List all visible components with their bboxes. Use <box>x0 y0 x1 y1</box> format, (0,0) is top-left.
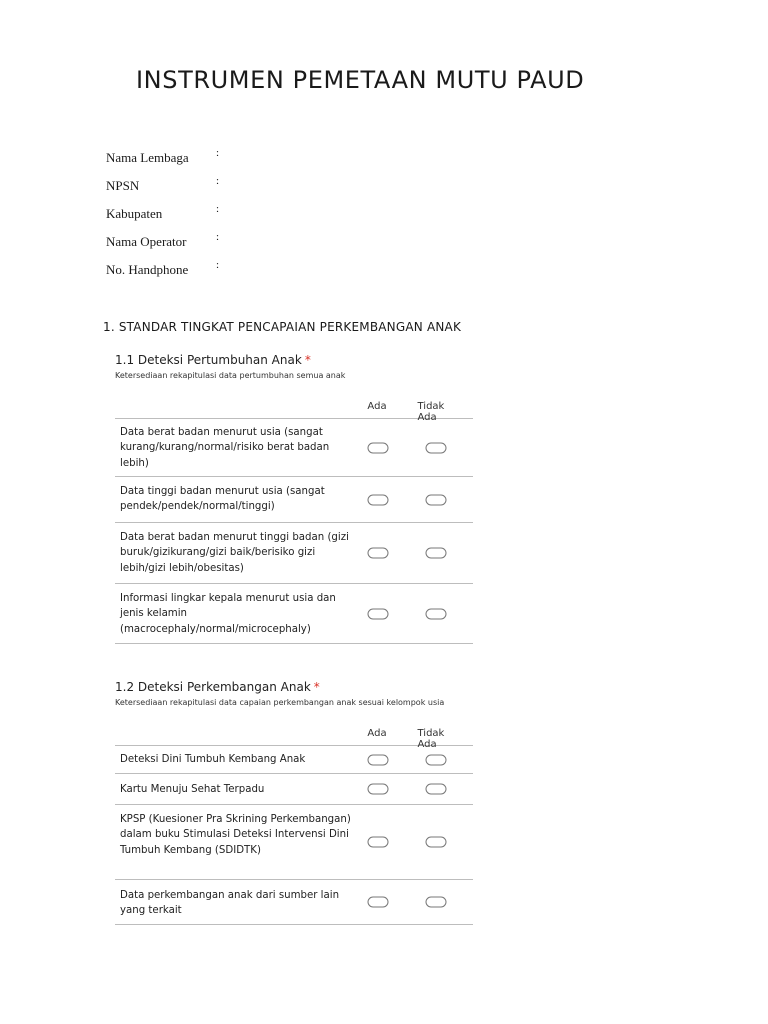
row-label: Informasi lingkar kepala menurut usia dan jenis kelamin (macrocephaly/normal/microcephaly) <box>120 593 336 635</box>
field-label: Kabupaten <box>106 206 163 221</box>
page-title: INSTRUMEN PEMETAAN MUTU PAUD <box>136 66 585 94</box>
section-title: 1. STANDAR TINGKAT PENCAPAIAN PERKEMBANGAN ANAK <box>103 320 462 334</box>
question-title-text: 1.2 Deteksi Perkembangan Anak <box>115 680 311 694</box>
row-label: Data berat badan menurut usia (sangat kurang/kurang/normal/risiko berat badan lebih) <box>120 427 330 469</box>
required-marker: * <box>304 353 311 367</box>
radio-ada[interactable] <box>368 442 389 453</box>
radio-ada[interactable] <box>368 754 389 765</box>
radio-tidak-ada[interactable] <box>426 442 447 453</box>
grid-row <box>115 523 473 584</box>
radio-ada[interactable] <box>368 837 389 848</box>
grid-row <box>115 477 473 523</box>
radio-tidak-ada[interactable] <box>426 548 447 559</box>
question-title <box>115 353 475 367</box>
row-label: Deteksi Dini Tumbuh Kembang Anak <box>120 754 306 765</box>
field-no-handphone <box>106 259 226 290</box>
radio-ada[interactable] <box>368 897 389 908</box>
identity-fields <box>106 147 226 290</box>
radio-tidak-ada[interactable] <box>426 784 447 795</box>
question-1-2 <box>115 680 475 707</box>
radio-tidak-ada[interactable] <box>426 608 447 619</box>
field-label: No. Handphone <box>106 262 189 277</box>
question-1-1 <box>115 353 475 380</box>
field-label: Nama Operator <box>106 234 187 249</box>
field-colon: : <box>216 203 220 215</box>
field-nama-lembaga <box>106 147 226 178</box>
radio-ada[interactable] <box>368 494 389 505</box>
column-header-tidak-ada: Tidak Ada <box>417 401 445 423</box>
grid-header <box>115 728 473 750</box>
row-label: Kartu Menuju Sehat Terpadu <box>120 784 265 795</box>
field-colon: : <box>216 231 220 243</box>
column-header-ada: Ada <box>367 401 387 412</box>
question-title-text: 1.1 Deteksi Pertumbuhan Anak <box>115 353 302 367</box>
grid-row <box>115 584 473 644</box>
question-description: Ketersediaan rekapitulasi data capaian perkembangan anak sesuai kelompok usia <box>115 698 445 707</box>
radio-tidak-ada[interactable] <box>426 897 447 908</box>
grid-row <box>115 774 473 805</box>
row-label: Data berat badan menurut tinggi badan (gizi buruk/gizikurang/gizi baik/berisiko gizi lebih/gizi lebih/obesitas) <box>120 532 349 574</box>
field-npsn <box>106 175 226 206</box>
radio-ada[interactable] <box>368 548 389 559</box>
row-label: KPSP (Kuesioner Pra Skrining Perkembangan) dalam buku Stimulasi Deteksi Intervensi Dini Tumbuh Kembang (SDIDTK) <box>120 814 351 856</box>
field-label: Nama Lembaga <box>106 150 189 165</box>
row-label: Data tinggi badan menurut usia (sangat pendek/pendek/normal/tinggi) <box>120 486 325 513</box>
radio-tidak-ada[interactable] <box>426 754 447 765</box>
radio-ada[interactable] <box>368 784 389 795</box>
field-kabupaten <box>106 203 226 234</box>
required-marker: * <box>313 680 320 694</box>
field-label: NPSN <box>106 178 140 193</box>
column-header-ada: Ada <box>367 728 387 739</box>
field-colon: : <box>216 147 220 159</box>
grid-row <box>115 746 473 774</box>
row-label: Data perkembangan anak dari sumber lain yang terkait <box>120 890 340 917</box>
grid-row <box>115 419 473 477</box>
question-title <box>115 680 475 694</box>
question-description: Ketersediaan rekapitulasi data pertumbuhan semua anak <box>115 371 346 380</box>
grid-header <box>115 401 473 423</box>
grid-row <box>115 805 473 880</box>
grid-1-2 <box>115 728 473 925</box>
radio-tidak-ada[interactable] <box>426 494 447 505</box>
field-colon: : <box>216 175 220 187</box>
radio-tidak-ada[interactable] <box>426 837 447 848</box>
field-nama-operator <box>106 231 226 262</box>
column-header-tidak-ada: Tidak Ada <box>417 728 445 750</box>
grid-row <box>115 880 473 925</box>
field-colon: : <box>216 259 220 271</box>
radio-ada[interactable] <box>368 608 389 619</box>
grid-1-1 <box>115 401 473 644</box>
